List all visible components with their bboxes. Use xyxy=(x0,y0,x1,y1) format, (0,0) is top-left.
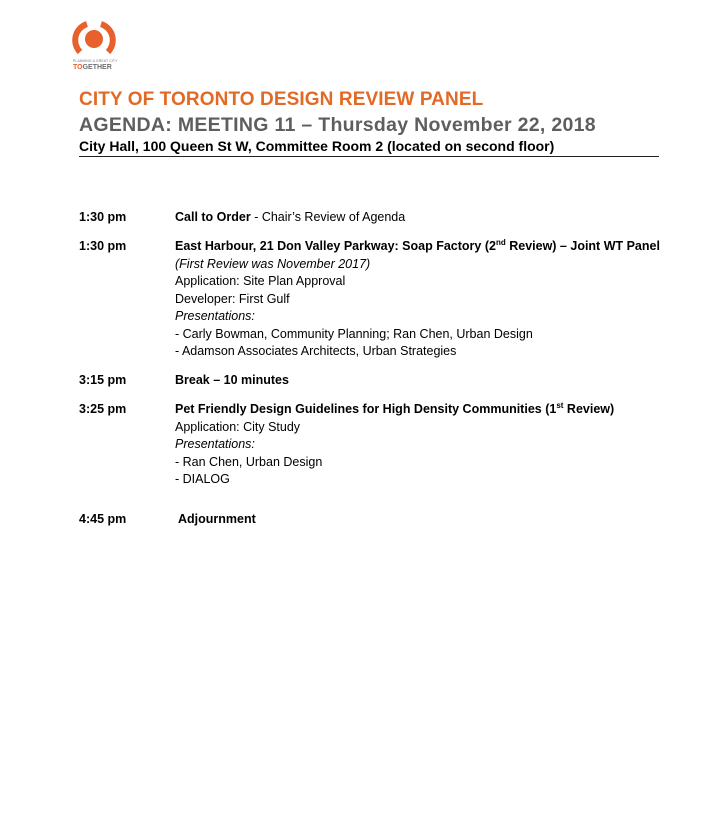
presenter-line: - Ran Chen, Urban Design xyxy=(175,454,323,469)
agenda-details xyxy=(175,238,685,361)
presenter-line: - Adamson Associates Architects, Urban Strategies xyxy=(175,344,457,358)
logo-word-rest: GETHER xyxy=(82,64,112,71)
agenda-time: 1:30 pm xyxy=(79,239,127,253)
agenda-details xyxy=(175,209,685,227)
page-title: CITY OF TORONTO DESIGN REVIEW PANEL xyxy=(79,89,484,110)
agenda-time: 3:15 pm xyxy=(79,373,127,387)
agenda-item-title: Break – 10 minutes xyxy=(175,373,289,387)
agenda-details xyxy=(175,372,685,390)
agenda-heading: AGENDA: MEETING 11 – Thursday November 22, 2018 xyxy=(79,114,596,136)
logo-tagline: PLANNING A GREAT CITY xyxy=(73,59,118,63)
logo-mark-icon xyxy=(70,18,118,58)
presenter-line: - Carly Bowman, Community Planning; Ran Chen, Urban Design xyxy=(175,326,533,341)
presenter-line: - DIALOG xyxy=(175,472,230,486)
agenda-item-developer: Developer: First Gulf xyxy=(175,291,290,306)
agenda-details xyxy=(175,401,685,489)
presentations-label: Presentations: xyxy=(175,309,255,323)
agenda-time: 4:45 pm xyxy=(79,512,127,526)
agenda-time: 1:30 pm xyxy=(79,210,127,224)
agenda-item-application: Application: City Study xyxy=(175,419,301,434)
agenda-item-note: (First Review was November 2017) xyxy=(175,256,371,271)
agenda-item-title: Pet Friendly Design Guidelines for High Density Communities (1st Review) xyxy=(175,400,615,416)
logo-wordmark xyxy=(73,64,112,72)
agenda-item-title: East Harbour, 21 Don Valley Parkway: Soap Factory (2nd Review) – Joint WT Panel xyxy=(175,237,660,253)
agenda-item-title: Call to Order xyxy=(175,210,251,224)
meeting-location: City Hall, 100 Queen St W, Committee Room 2 (located on second floor) xyxy=(79,138,555,154)
logo-word-to: TO xyxy=(73,64,83,71)
header-divider xyxy=(79,156,659,157)
agenda-item-title: Adjournment xyxy=(178,512,256,526)
agenda-details xyxy=(178,511,688,529)
agenda-time: 3:25 pm xyxy=(79,402,127,416)
presentations-label: Presentations: xyxy=(175,437,255,451)
logo xyxy=(66,18,126,76)
agenda-item-subtitle: - Chair’s Review of Agenda xyxy=(250,210,406,224)
agenda-item-application: Application: Site Plan Approval xyxy=(175,274,346,288)
